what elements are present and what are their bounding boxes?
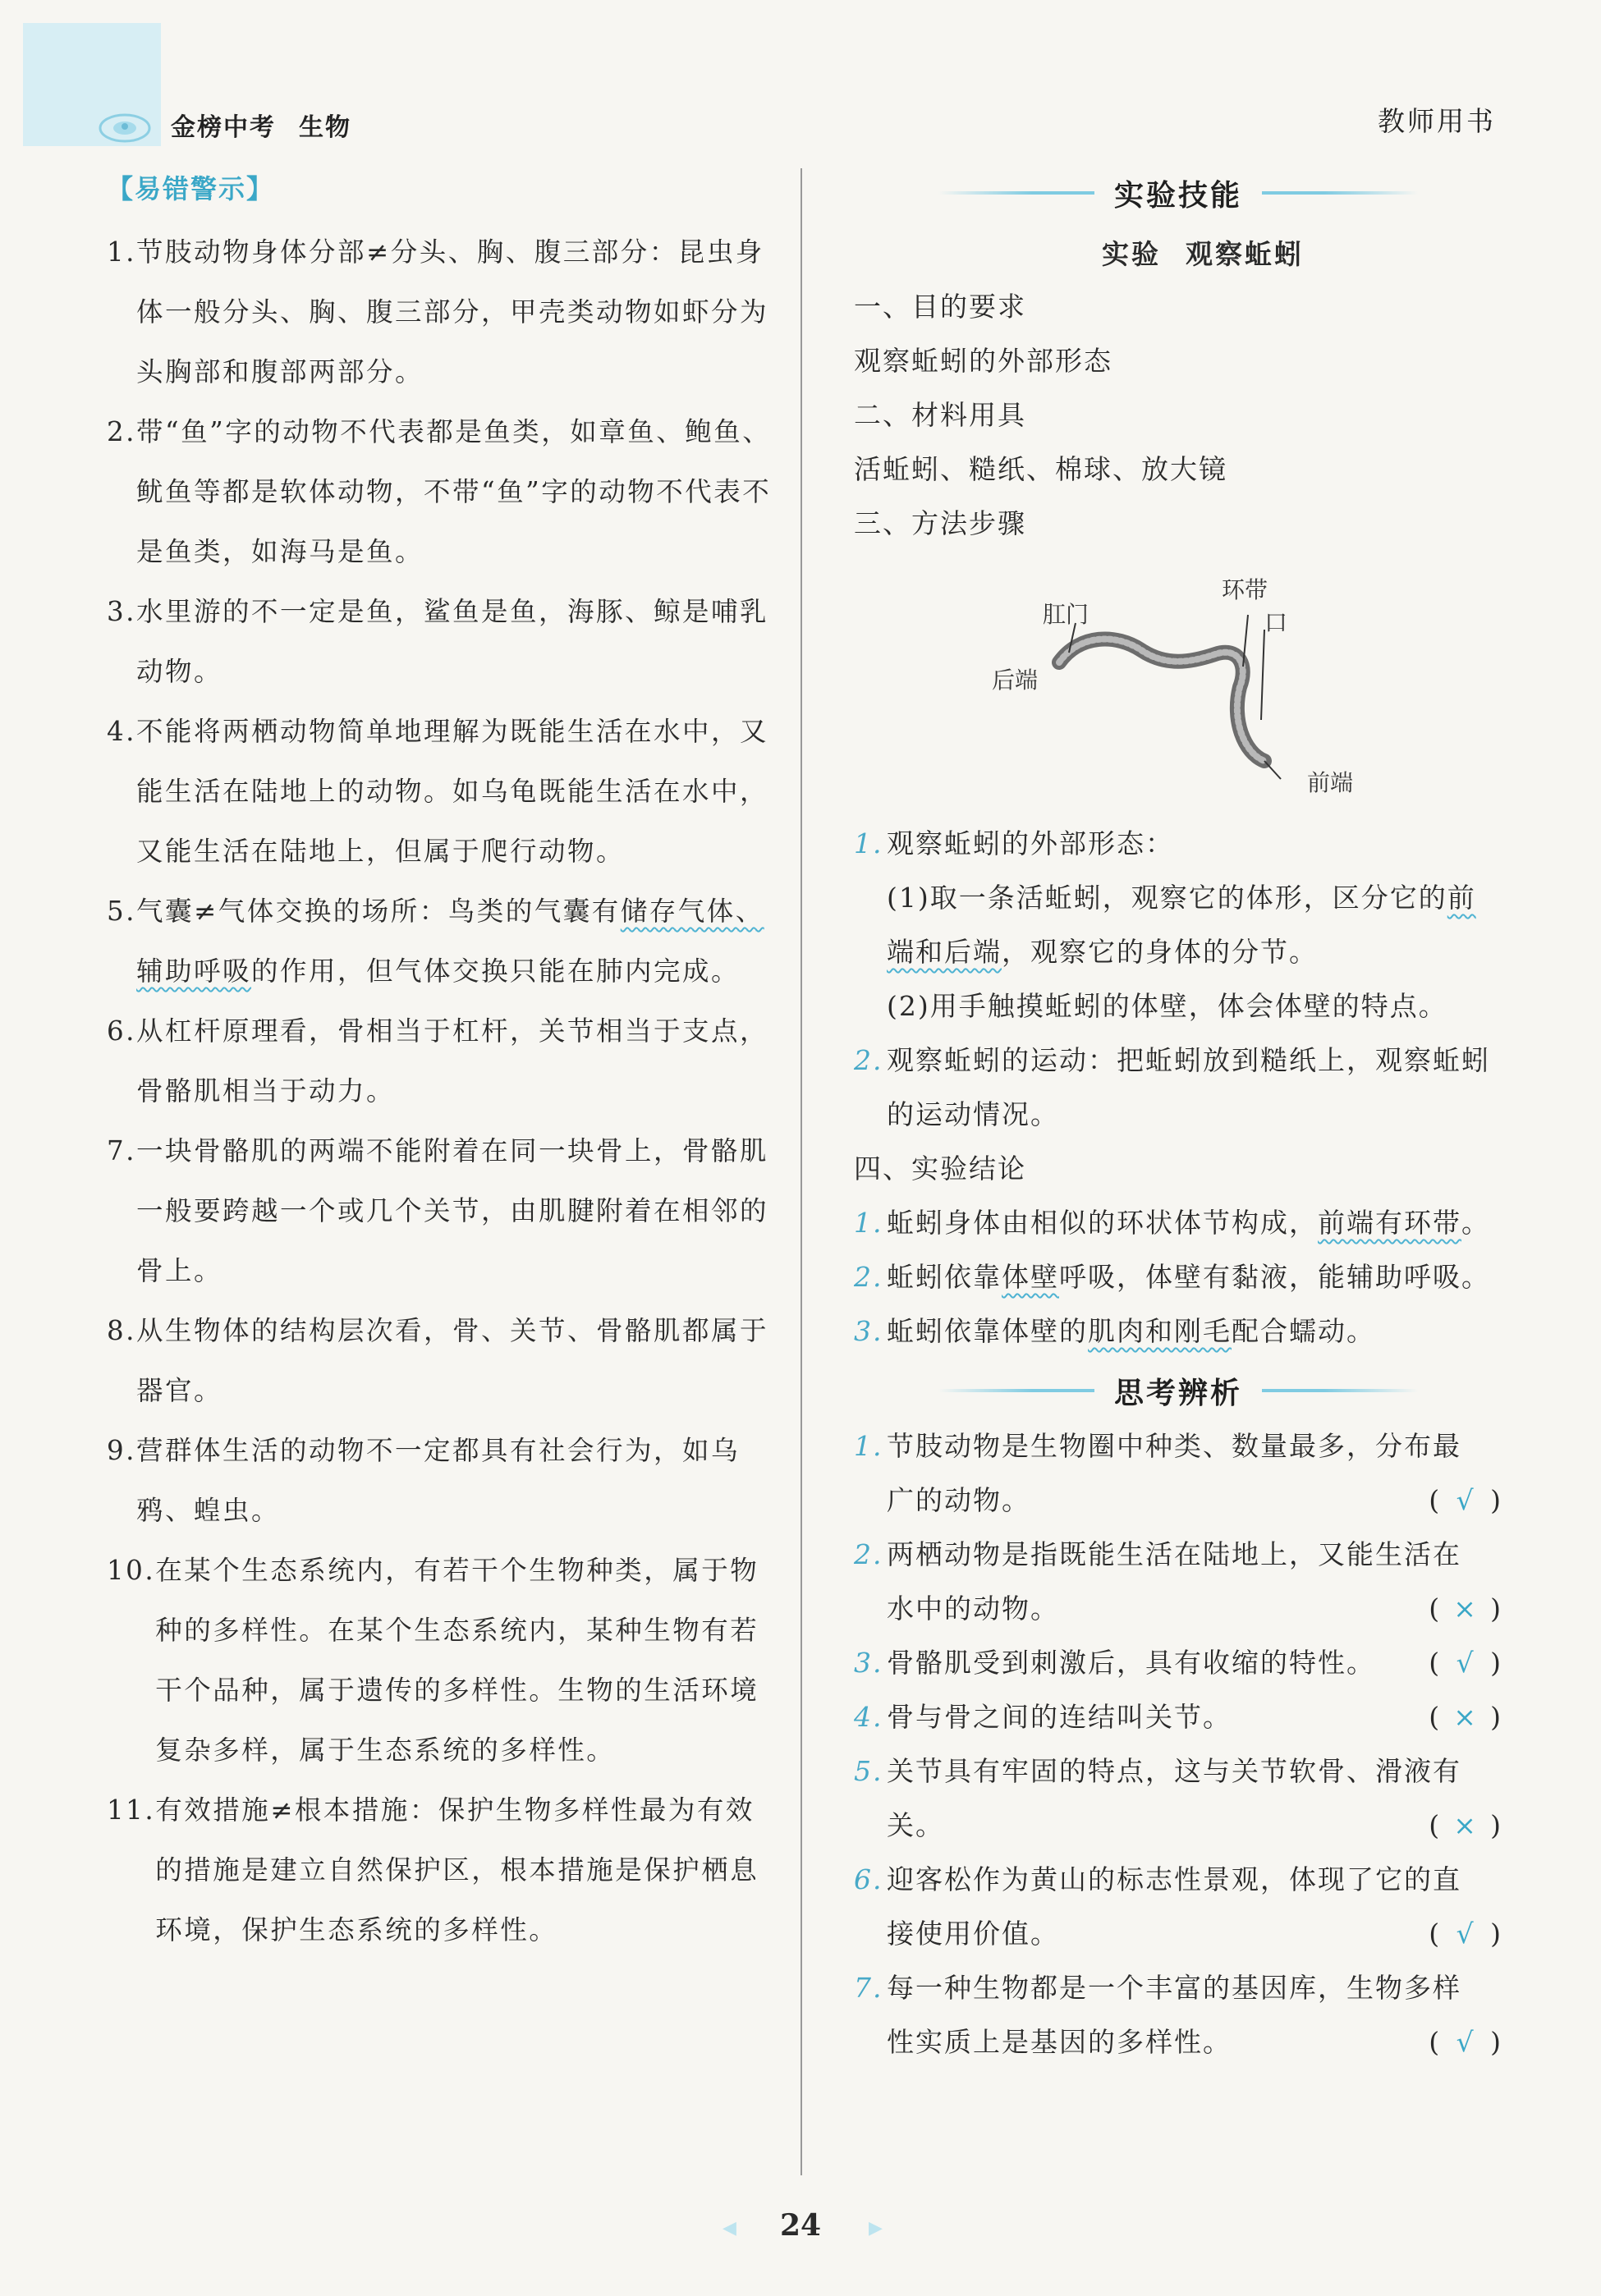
- experiment-title: [903, 233, 1502, 272]
- warning-item: [107, 402, 780, 582]
- thinking-item-body: [887, 1528, 1502, 1636]
- step-1a: [854, 871, 1502, 979]
- conclusion-text: 蚯蚓依靠: [887, 1261, 1002, 1293]
- conclusion-text: 。: [1461, 1207, 1490, 1239]
- thinking-item-text: 关。: [887, 1809, 944, 1841]
- thinking-item-number: 3.: [854, 1647, 883, 1679]
- logo-icon: [97, 108, 153, 144]
- label-mouth: 口: [1264, 609, 1288, 636]
- warning-item-text: 在某个生态系统内，有若干个生物种类，属于物种的多样性。在某个生态系统内，某种生物有若干个品种，属于遗传的多样性。生物的生活环境复杂多样，属于生态系统的多样性。: [155, 1555, 759, 1766]
- check-icon: √: [1456, 1918, 1475, 1950]
- step-number: 1.: [854, 827, 883, 859]
- check-icon: √: [1456, 2026, 1475, 2058]
- thinking-item-text: 广的动物。: [887, 1484, 1030, 1516]
- goal-heading: 一、目的要求: [854, 291, 1026, 323]
- thinking-item-number: 7.: [854, 1972, 883, 2004]
- thinking-item-body: [887, 1961, 1502, 2069]
- thinking-item-number: 6.: [854, 1863, 883, 1895]
- label-clitellum: 环带: [1222, 576, 1268, 603]
- label-posterior: 后端: [992, 667, 1039, 694]
- header-teacher-book: 教师用书: [1378, 105, 1496, 137]
- warning-item-number: 7.: [107, 1135, 137, 1166]
- answer-mark: ( × ): [1429, 1582, 1502, 1636]
- warning-item: [107, 582, 780, 702]
- step-text: 观察蚯蚓的外部形态：: [887, 827, 1174, 859]
- experiment-title-label: 实验: [1102, 238, 1161, 270]
- warning-item: [107, 702, 780, 882]
- warning-item-text: 有效措施≠根本措施：保护生物多样性最为有效的措施是建立自然保护区，根本措施是保护栖息环境，保护生态系统的多样性。: [155, 1794, 759, 1945]
- earthworm-figure: [854, 556, 1502, 810]
- warning-item: [107, 1421, 780, 1541]
- thinking-section-title: 思考辨析: [1113, 1376, 1242, 1410]
- conclusion-text: 配合蠕动。: [1232, 1315, 1375, 1347]
- steps-heading: 三、方法步骤: [854, 507, 1026, 539]
- thinking-item: [854, 1744, 1502, 1853]
- experiment-section-head: [854, 164, 1502, 222]
- warning-item: [107, 1541, 780, 1780]
- conclusion-heading: 四、实验结论: [854, 1153, 1026, 1185]
- decor-bar: [938, 191, 1094, 195]
- step-1: [854, 817, 1502, 871]
- conclusion-2: [854, 1250, 1502, 1304]
- thinking-item-text-inline: 骨骼肌受到刺激后，具有收缩的特性。: [887, 1647, 1375, 1679]
- step-1a-highlight: 前端和后端: [887, 882, 1476, 968]
- decor-bar: [1262, 1389, 1418, 1392]
- check-icon: √: [1456, 1484, 1475, 1516]
- conclusion-1: [854, 1196, 1502, 1250]
- conclusion-highlight: 前端有环带: [1318, 1207, 1461, 1239]
- thinking-list: [854, 1419, 1502, 2069]
- warning-item-text: [136, 882, 780, 1001]
- thinking-item-number: 2.: [854, 1538, 883, 1570]
- materials-heading: 二、材料用具: [854, 399, 1026, 431]
- thinking-item-text: 性实质上是基因的多样性。: [887, 2026, 1232, 2058]
- warning-item-text: 从生物体的结构层次看，骨、关节、骨骼肌都属于器官。: [136, 1315, 769, 1406]
- warning-item: [107, 1001, 780, 1121]
- warning-item-number: 1.: [107, 236, 137, 268]
- warning-item-text: 不能将两栖动物简单地理解为既能生活在水中，又能生活在陆地上的动物。如乌龟既能生活在水中，又能生活在陆地上，但属于爬行动物。: [136, 716, 769, 867]
- warning-title: 【易错警示】: [107, 173, 275, 204]
- page-number: 24: [779, 2208, 822, 2243]
- answer-mark: ( × ): [1429, 1799, 1502, 1853]
- warning-item-number: 3.: [107, 596, 137, 627]
- warning-item-text: 营群体生活的动物不一定都具有社会行为，如乌鸦、蝗虫。: [136, 1435, 741, 1526]
- label-anus: 肛门: [1043, 601, 1090, 628]
- left-column: [107, 168, 780, 1960]
- step-2: [854, 1033, 1502, 1142]
- thinking-item-body: [887, 1853, 1502, 1961]
- thinking-item-text: [887, 1690, 1502, 1744]
- experiment-section-title: 实验技能: [1113, 178, 1242, 213]
- thinking-item-text-inline: 骨与骨之间的连结叫关节。: [887, 1701, 1232, 1733]
- header-series: [171, 107, 351, 143]
- warning-item: [107, 222, 780, 402]
- thinking-item: [854, 1528, 1502, 1636]
- warning-item-number: 9.: [107, 1435, 137, 1466]
- thinking-item: [854, 1419, 1502, 1528]
- warning-item-text: 从杠杆原理看，骨相当于杠杆，关节相当于支点，骨骼肌相当于动力。: [136, 1015, 769, 1107]
- thinking-item-text: 关节具有牢固的特点，这与关节软骨、滑液有: [887, 1755, 1461, 1787]
- subject-name: 生物: [299, 113, 351, 142]
- thinking-item-body: [887, 1419, 1502, 1528]
- conclusion-text: 蚯蚓身体由相似的环状体节构成，: [887, 1207, 1318, 1239]
- answer-mark: ( √ ): [1429, 2015, 1502, 2069]
- label-anterior: 前端: [1307, 769, 1354, 796]
- warning-list: [107, 222, 780, 1960]
- warning-item: [107, 1121, 780, 1301]
- thinking-item-text: 节肢动物是生物圈中种类、数量最多，分布最: [887, 1430, 1461, 1462]
- cross-icon: ×: [1453, 1809, 1478, 1841]
- thinking-item-text: 水中的动物。: [887, 1593, 1059, 1625]
- thinking-item-number: 5.: [854, 1755, 883, 1787]
- thinking-item-text: 迎客松作为黄山的标志性景观，体现了它的直: [887, 1863, 1461, 1895]
- warning-item-number: 11.: [107, 1794, 156, 1826]
- check-icon: √: [1456, 1647, 1475, 1679]
- step-1a-pre: (1)取一条活蚯蚓，观察它的体形，区分它的: [887, 882, 1447, 914]
- conclusion-3: [854, 1304, 1502, 1359]
- conclusion-text: 蚯蚓依靠体壁的: [887, 1315, 1088, 1347]
- thinking-item-number: 1.: [854, 1430, 883, 1462]
- thinking-item-text: 两栖动物是指既能生活在陆地上，又能生活在: [887, 1538, 1461, 1570]
- warning-item-number: 4.: [107, 716, 137, 747]
- warning-item-number: 5.: [107, 896, 137, 927]
- thinking-item-body: [887, 1744, 1502, 1853]
- warning-text-part: 的作用，但气体交换只能在肺内完成。: [251, 956, 741, 987]
- warning-item-number: 8.: [107, 1315, 137, 1346]
- cross-icon: ×: [1453, 1701, 1478, 1733]
- step-number: 2.: [854, 1044, 883, 1076]
- series-name: 金榜中考: [171, 113, 276, 142]
- warning-item-number: 10.: [107, 1555, 156, 1586]
- experiment-title-name: 观察蚯蚓: [1186, 238, 1304, 270]
- warning-item-text: 带“鱼”字的动物不代表都是鱼类，如章鱼、鲍鱼、鱿鱼等都是软体动物，不带“鱼”字的动物不代表不是鱼类，如海马是鱼。: [136, 416, 772, 567]
- thinking-item-text: [887, 1636, 1502, 1690]
- cross-icon: ×: [1453, 1593, 1478, 1625]
- thinking-item-body: [887, 1636, 1502, 1690]
- warning-item: [107, 1301, 780, 1421]
- step-1a-post: ，观察它的身体的分节。: [1002, 936, 1318, 968]
- decor-bar: [1262, 191, 1418, 195]
- conclusion-number: 1.: [854, 1207, 883, 1239]
- thinking-item: [854, 1690, 1502, 1744]
- warning-highlight: 储存气体、辅助呼吸: [136, 896, 764, 987]
- conclusion-number: 3.: [854, 1315, 883, 1347]
- step-text: 观察蚯蚓的运动：把蚯蚓放到糙纸上，观察蚯蚓的运动情况。: [887, 1044, 1490, 1130]
- conclusion-highlight: 体壁: [1002, 1261, 1059, 1293]
- decor-bar: [938, 1389, 1094, 1392]
- warning-item-text: 水里游的不一定是鱼，鲨鱼是鱼，海豚、鲸是哺乳动物。: [136, 596, 769, 687]
- warning-item-number: 2.: [107, 416, 137, 447]
- materials-text: 活蚯蚓、糙纸、棉球、放大镜: [854, 453, 1227, 485]
- thinking-item: [854, 1853, 1502, 1961]
- warning-text-part: 气囊≠气体交换的场所：鸟类的气囊有: [136, 896, 621, 927]
- warning-item-number: 6.: [107, 1015, 137, 1047]
- arrow-right-icon: ▶: [869, 2218, 883, 2239]
- warning-item: [107, 1780, 780, 1960]
- earthworm-illustration: [854, 556, 1502, 810]
- warning-item-text: 节肢动物身体分部≠分头、胸、腹三部分：昆虫身体一般分头、胸、腹三部分，甲壳类动物如虾分为头胸部和腹部两部分。: [136, 236, 769, 387]
- warning-item-text: 一块骨骼肌的两端不能附着在同一块骨上，骨骼肌一般要跨越一个或几个关节，由肌腱附着在相邻的骨上。: [136, 1135, 769, 1286]
- answer-mark: ( √ ): [1429, 1473, 1502, 1528]
- conclusion-highlight: 肌肉和刚毛: [1088, 1315, 1232, 1347]
- warning-item: [107, 882, 780, 1001]
- conclusion-text: 呼吸，体壁有黏液，能辅助呼吸。: [1059, 1261, 1490, 1293]
- thinking-item-text: 接使用价值。: [887, 1918, 1059, 1950]
- right-column: [854, 164, 1502, 2069]
- thinking-item: [854, 1961, 1502, 2069]
- answer-mark: ( × ): [1429, 1690, 1502, 1744]
- conclusion-number: 2.: [854, 1261, 883, 1293]
- arrow-left-icon: ◀: [723, 2218, 736, 2239]
- thinking-item-body: [887, 1690, 1502, 1744]
- thinking-item: [854, 1636, 1502, 1690]
- answer-mark: ( √ ): [1429, 1636, 1502, 1690]
- step-1b: (2)用手触摸蚯蚓的体壁，体会体壁的特点。: [887, 990, 1447, 1022]
- goal-text: 观察蚯蚓的外部形态: [854, 345, 1112, 377]
- thinking-item-text: 每一种生物都是一个丰富的基因库，生物多样: [887, 1972, 1461, 2004]
- thinking-section-head: [854, 1362, 1502, 1419]
- column-divider: [800, 168, 802, 2175]
- thinking-item-number: 4.: [854, 1701, 883, 1733]
- answer-mark: ( √ ): [1429, 1907, 1502, 1961]
